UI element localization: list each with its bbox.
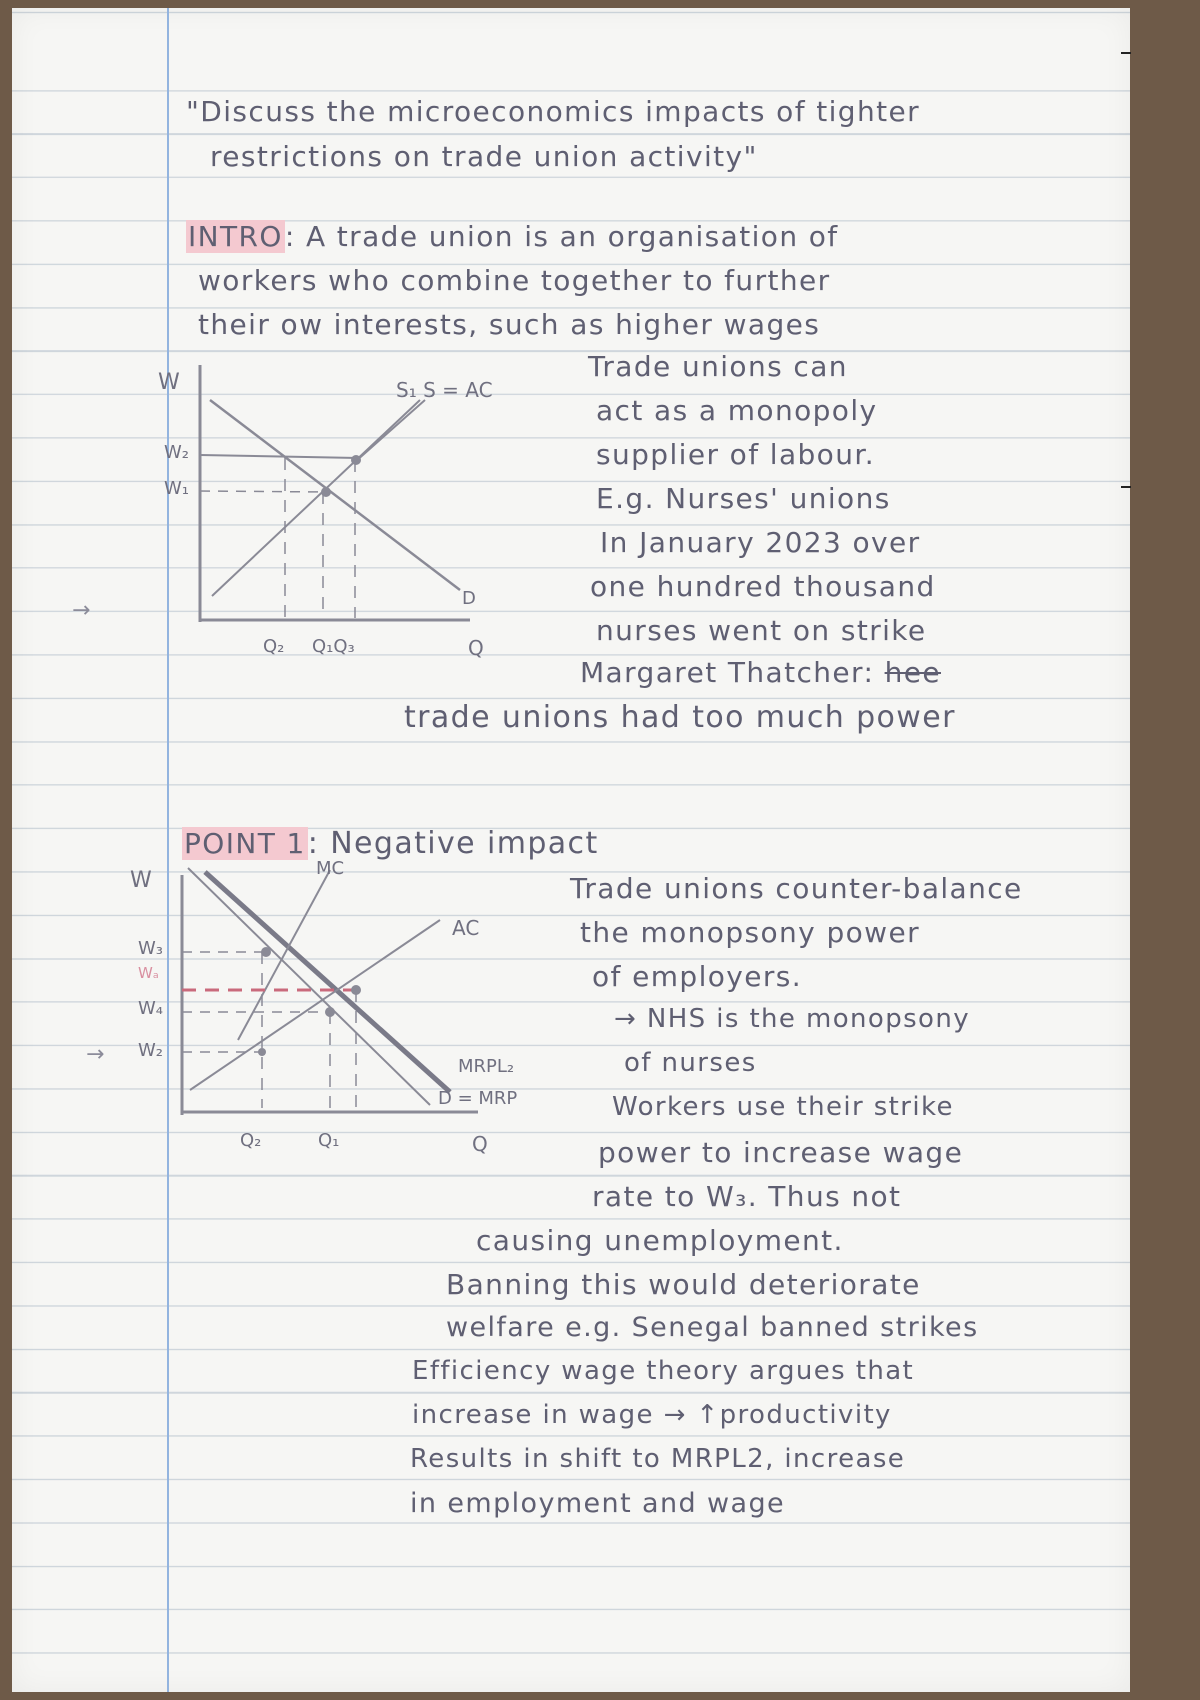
g2-ac-label: AC — [452, 916, 480, 940]
point1-line: Banning this would deteriorate — [446, 1268, 921, 1301]
question-line-1: "Discuss the microeconomics impacts of tighter — [186, 95, 921, 128]
g1-supply-label: S₁ S = AC — [396, 378, 493, 402]
point1-line: in employment and wage — [410, 1488, 785, 1519]
page-edge-mark — [1121, 52, 1131, 54]
g2-w3-label: W₃ — [138, 938, 164, 959]
g2-y-label: W — [130, 868, 152, 893]
g2-x-label: Q — [472, 1132, 488, 1156]
g2-w4-point — [325, 1007, 335, 1017]
g2-w4-label: W₄ — [138, 998, 164, 1019]
intro-side-line: In January 2023 over — [600, 526, 921, 559]
g2-w2-point — [258, 1048, 266, 1056]
intro-text: : A trade union is an organisation of — [284, 220, 839, 253]
page-edge-mark — [1121, 486, 1131, 488]
g2-wa-point — [351, 985, 361, 995]
struck-word: hee — [884, 656, 941, 689]
intro-last-line: trade unions had too much power — [404, 700, 956, 735]
intro-line-2: workers who combine together to further — [198, 264, 831, 297]
point1-heading — [182, 826, 599, 861]
point1-title: : Negative impact — [307, 826, 599, 861]
thatcher-text: Margaret Thatcher: — [580, 656, 875, 689]
question-line-2: restrictions on trade union activity" — [210, 140, 758, 173]
point1-line: increase in wage → ↑productivity — [412, 1400, 892, 1430]
point1-line: the monopsony power — [580, 916, 920, 949]
point1-line: Efficiency wage theory argues that — [412, 1356, 915, 1386]
g1-union-point — [351, 455, 361, 465]
intro-side-line: one hundred thousand — [590, 570, 936, 603]
g1-q1q3-label: Q₁Q₃ — [312, 636, 355, 657]
intro-side-line: nurses went on strike — [596, 614, 927, 647]
point1-line: power to increase wage — [598, 1136, 964, 1169]
g2-mrpl2-label: MRPL₂ — [458, 1056, 515, 1077]
g1-w2-label: W₂ — [164, 442, 190, 463]
g2-q2-label: Q₂ — [240, 1130, 262, 1151]
intro-side-line: E.g. Nurses' unions — [596, 482, 891, 515]
g1-x-label: Q — [468, 636, 484, 660]
point1-line: causing unemployment. — [476, 1224, 844, 1257]
intro-side-line: act as a monopoly — [596, 394, 878, 427]
intro-side-line: supplier of labour. — [596, 438, 875, 471]
intro-label: INTRO — [188, 220, 283, 253]
point1-line: rate to W₃. Thus not — [592, 1180, 902, 1213]
point1-line: of nurses — [624, 1048, 757, 1078]
margin-arrow-mark: → — [86, 1042, 105, 1067]
point1-label: POINT 1 — [184, 827, 306, 860]
g2-w2-label: W₂ — [138, 1040, 164, 1061]
point1-line: → NHS is the monopsony — [614, 1004, 971, 1034]
intro-line-1 — [186, 220, 839, 253]
intro-side-line: Trade unions can — [588, 350, 848, 383]
point1-line: Trade unions counter-balance — [570, 872, 1023, 905]
g1-equilibrium-point — [321, 487, 331, 497]
g2-d-label: D = MRP — [438, 1088, 518, 1109]
margin-arrow-mark: → — [72, 598, 91, 623]
g1-y-label: W — [158, 370, 180, 395]
g1-demand-label: D — [462, 588, 476, 609]
g2-mc-label: MC — [316, 858, 345, 879]
point1-line: Workers use their strike — [612, 1092, 954, 1122]
point1-line: welfare e.g. Senegal banned strikes — [446, 1312, 979, 1343]
g2-wa-label: Wₐ — [138, 964, 159, 982]
point1-line: of employers. — [592, 960, 803, 993]
intro-side-line — [580, 656, 941, 689]
intro-line-3: their ow interests, such as higher wages — [198, 308, 821, 341]
g1-w1-label: W₁ — [164, 478, 190, 499]
margin-line — [167, 8, 169, 1692]
point1-line: Results in shift to MRPL2, increase — [410, 1444, 906, 1474]
g1-q2-label: Q₂ — [263, 636, 285, 657]
g2-q1-label: Q₁ — [318, 1130, 340, 1151]
graph-monopsony-labour — [0, 0, 1, 1]
g2-w3-point — [261, 947, 271, 957]
